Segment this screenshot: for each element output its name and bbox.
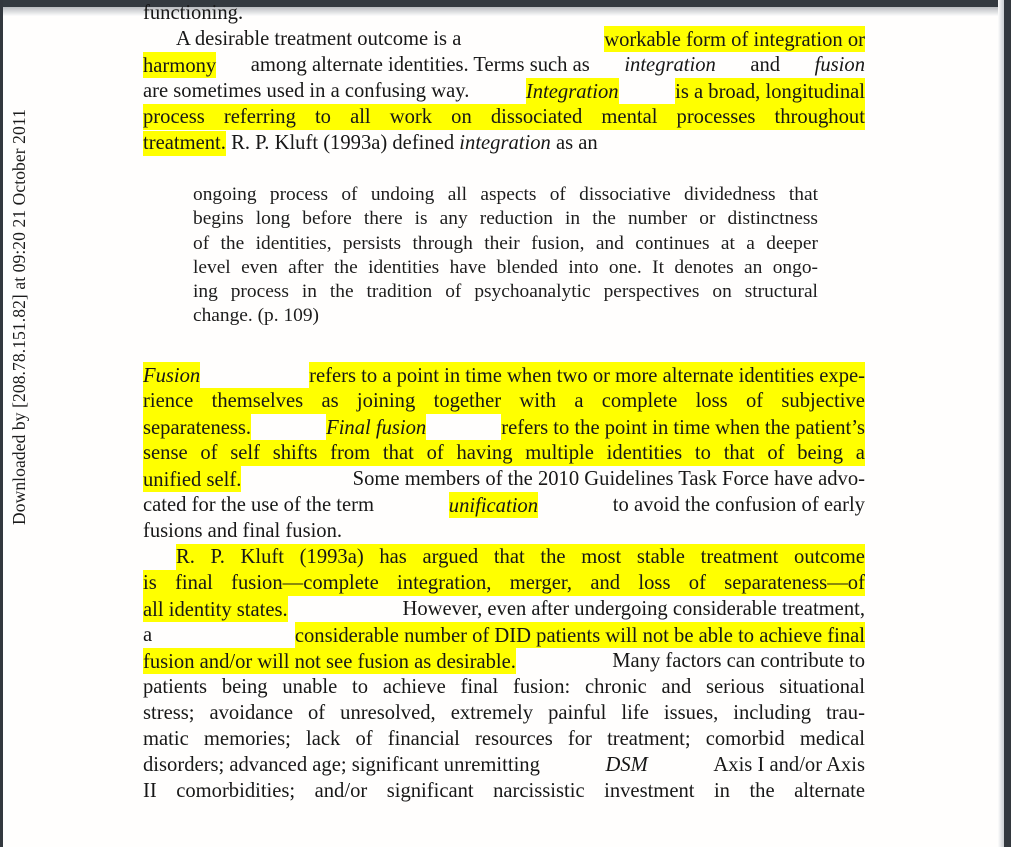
p3-line-4 <box>143 622 865 648</box>
bq-line-4: level even after the identities have blended into one. It denotes an ongo- <box>193 256 818 278</box>
p1-l3-highlight: is a broad, longitudinal <box>675 78 865 104</box>
p2-line-5 <box>143 466 865 492</box>
p2-l6-plain-a: cated for the use of the term <box>143 494 375 517</box>
p3-line-10: II comorbidities; and/or significant narcissistic investment in the alternate <box>143 780 865 803</box>
orphan-line-paragraph <box>143 0 865 26</box>
p2-line-3 <box>143 414 865 440</box>
bq-line-1: ongoing process of undoing all aspects of dissociative dividedness that <box>193 184 818 205</box>
p3-line-3 <box>143 596 865 622</box>
p2-l6-plain-b: to avoid the confusion of early <box>612 494 865 517</box>
p1-l2-plain: among alternate identities. Terms such as <box>250 54 590 77</box>
paragraph-desirable-outcome <box>143 26 865 156</box>
p3-line-5 <box>143 648 865 674</box>
p2-line-7: fusions and final fusion. <box>143 520 343 543</box>
paragraph-kluft-final-fusion <box>143 544 865 804</box>
p2-l3-highlight-a: separateness. <box>143 414 251 440</box>
p3-line-8: matic memories; lack of financial resources for treatment; comorbid medical <box>143 728 865 751</box>
bq-line-6: change. (p. 109) <box>193 305 319 327</box>
p2-l1-highlight: refers to a point in time when two or more alternate identities expe- <box>309 362 865 388</box>
p1-l1-highlight: workable form of integration or <box>604 26 865 52</box>
p3-l5-plain: Many factors can contribute to <box>612 650 865 673</box>
p2-l6-highlight-italic-unification: unification <box>449 492 538 518</box>
p3-line-9 <box>143 752 865 778</box>
bq-line-2: begins long before there is any reduction in the number or distinctness <box>193 208 818 230</box>
p3-l3-plain: However, even after undergoing considerable treatment, <box>402 598 865 621</box>
p1-l5-highlight: treatment. <box>143 132 226 155</box>
orphan-line: functioning. <box>143 2 244 24</box>
p2-line-1 <box>143 362 865 388</box>
p1-l2-italic-integration: integration <box>624 54 716 77</box>
p1-l2-and: and <box>750 54 781 77</box>
p1-line-3 <box>143 78 865 104</box>
p1-line-1 <box>143 26 865 52</box>
p3-l3-highlight: all identity states. <box>143 596 288 622</box>
p3-line-1: R. P. Kluft (1993a) has argued that the most stable treatment outcome <box>143 544 865 570</box>
p2-l5-plain: Some members of the 2010 Guidelines Task Force have advo- <box>352 468 865 491</box>
p2-line-6 <box>143 492 865 518</box>
p3-l4-plain: a <box>143 624 153 647</box>
p1-line-4: process referring to all work on dissociated mental processes throughout <box>143 104 865 130</box>
p1-l1-plain: A desirable treatment outcome is a <box>176 28 462 51</box>
p1-line-2 <box>143 52 865 78</box>
block-quotation <box>193 183 818 329</box>
p3-l9-plain-b: Axis I and/or Axis <box>713 754 865 777</box>
page-left-border <box>0 0 3 847</box>
p1-l5-tail: as an <box>555 132 598 155</box>
bq-line-5: ing process in the tradition of psychoanalytic perspectives on structural <box>193 281 818 303</box>
p2-l5-highlight: unified self. <box>143 466 241 492</box>
p2-line-2: rience themselves as joining together with a complete loss of subjective <box>143 388 865 414</box>
p3-line-6: patients being unable to achieve final fusion: chronic and serious situational <box>143 676 865 699</box>
p2-l1-highlight-italic-fusion: Fusion <box>143 362 200 388</box>
p3-l9-plain-a: disorders; advanced age; significant unremitting <box>143 754 540 777</box>
p1-line-5 <box>143 130 865 156</box>
p2-l3-highlight-italic-final-fusion: Final fusion <box>326 414 426 440</box>
p1-l5-plain: R. P. Kluft (1993a) defined <box>231 132 455 155</box>
p1-l3-plain: are sometimes used in a confusing way. <box>143 80 470 103</box>
page-right-border <box>1004 0 1011 847</box>
p3-line-2: is final fusion—complete integration, merger, and loss of separateness—of <box>143 570 865 596</box>
p1-l5-italic-integration: integration <box>459 132 551 155</box>
download-watermark: Downloaded by [208.78.151.82] at 09:20 21 October 2011 <box>9 109 29 525</box>
p3-l9-italic-dsm: DSM <box>605 754 648 777</box>
p2-l3-highlight-b: refers to the point in time when the patient’s <box>501 414 865 440</box>
p1-l2-highlight: harmony <box>143 52 216 78</box>
p3-l4-highlight: considerable number of DID patients will not be able to achieve final <box>295 622 865 648</box>
p3-l5-highlight: fusion and/or will not see fusion as desirable. <box>143 648 516 674</box>
paragraph-fusion <box>143 362 865 544</box>
p1-l2-italic-fusion: fusion <box>814 54 865 77</box>
p1-l3-highlight-italic: Integration <box>526 78 619 104</box>
p3-line-7: stress; avoidance of unresolved, extremely painful life issues, including trau- <box>143 702 865 725</box>
p2-line-4: sense of self shifts from that of having multiple identities to that of being a <box>143 440 865 466</box>
bq-line-3: of the identities, persists through their fusion, and continues at a deeper <box>193 232 818 254</box>
text-column <box>143 0 865 156</box>
